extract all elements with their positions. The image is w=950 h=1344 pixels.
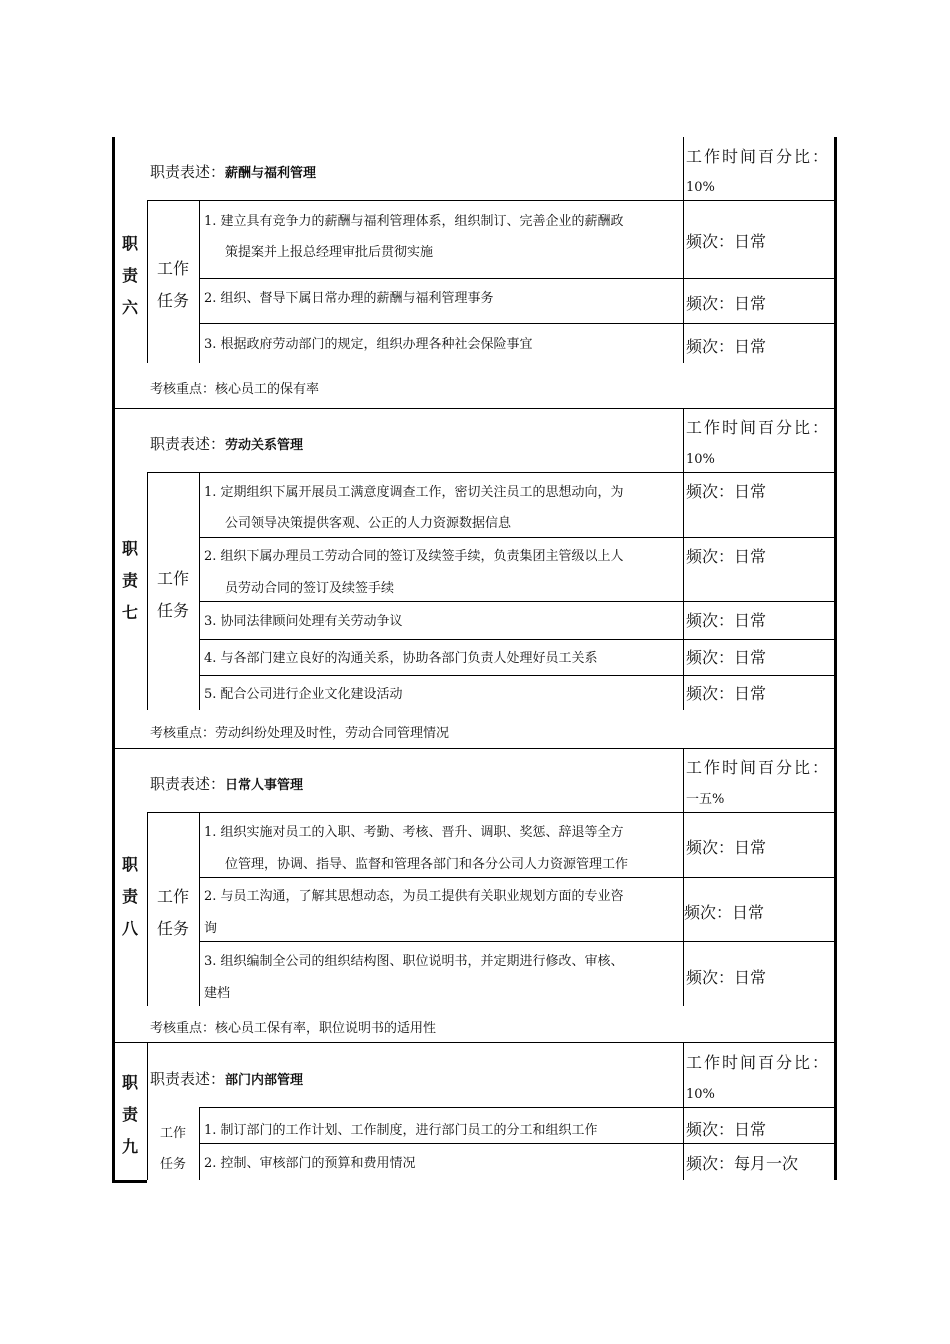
work-time-percent-value: 10% <box>686 180 715 195</box>
duty-side-char: 职 <box>122 539 139 558</box>
duty-side-char: 六 <box>122 298 139 317</box>
work-task-label: 任务 <box>157 601 190 620</box>
task-frequency: 频次：日常 <box>686 232 767 251</box>
duty-side-char: 责 <box>122 887 139 906</box>
work-task-label: 工作 <box>160 1126 187 1141</box>
work-time-percent-label: 工作时间百分比： <box>686 418 831 437</box>
task-frequency: 频次：日常 <box>686 838 767 857</box>
task-text: 员劳动合同的签订及续签手续 <box>225 581 395 596</box>
task-text: 3. 组织编制全公司的组织结构图、职位说明书，并定期进行修改、审核、 <box>204 954 624 969</box>
task-frequency: 频次：日常 <box>684 903 765 922</box>
duty-title: 部门内部管理 <box>225 1073 304 1088</box>
task-frequency: 频次：日常 <box>686 482 767 501</box>
duty-side-char: 责 <box>122 1105 139 1124</box>
task-text: 2. 控制、审核部门的预算和费用情况 <box>204 1156 416 1171</box>
task-text: 1. 定期组织下属开展员工满意度调查工作，密切关注员工的思想动向，为 <box>204 485 624 500</box>
work-time-percent-value: 10% <box>686 1087 715 1102</box>
task-frequency: 频次：日常 <box>686 611 767 630</box>
duty-description: 职责表述：日常人事管理 <box>150 775 304 793</box>
task-frequency: 频次：日常 <box>686 337 767 356</box>
task-text: 策提案并上报总经理审批后贯彻实施 <box>225 245 434 260</box>
duty-side-char: 七 <box>122 603 139 622</box>
work-task-label: 工作 <box>157 259 190 278</box>
duty-side-char: 责 <box>122 571 139 590</box>
evaluation-text: 核心员工保有率，职位说明书的适用性 <box>215 1021 437 1036</box>
table-right-border <box>834 137 837 1180</box>
task-text: 询 <box>204 921 218 936</box>
evaluation-text: 核心员工的保有率 <box>215 382 320 397</box>
task-text: 4. 与各部门建立良好的沟通关系，协助各部门负责人处理好员工关系 <box>204 651 598 666</box>
task-frequency: 频次：每月一次 <box>686 1154 799 1173</box>
task-frequency: 频次：日常 <box>686 1120 767 1139</box>
evaluation-focus: 考核重点：核心员工保有率，职位说明书的适用性 <box>150 1021 437 1036</box>
task-text: 2. 与员工沟通，了解其思想动态，为员工提供有关职业规划方面的专业咨 <box>204 889 624 904</box>
duty-description: 职责表述：劳动关系管理 <box>150 435 304 453</box>
task-frequency: 频次：日常 <box>686 294 767 313</box>
evaluation-focus: 考核重点：核心员工的保有率 <box>150 382 320 397</box>
work-time-percent-label: 工作时间百分比： <box>686 758 831 777</box>
duty-title: 薪酬与福利管理 <box>225 166 317 181</box>
evaluation-text: 劳动纠纷处理及时性，劳动合同管理情况 <box>215 726 450 741</box>
task-frequency: 频次：日常 <box>686 968 767 987</box>
task-text: 5. 配合公司进行企业文化建设活动 <box>204 687 403 702</box>
task-frequency: 频次：日常 <box>686 547 767 566</box>
table-left-border <box>112 137 115 1183</box>
work-time-percent-label: 工作时间百分比： <box>686 1053 831 1072</box>
work-task-label: 工作 <box>157 887 190 906</box>
task-text: 1. 组织实施对员工的入职、考勤、考核、晋升、调职、奖惩、辞退等全方 <box>204 825 624 840</box>
task-text: 公司领导决策提供客观、公正的人力资源数据信息 <box>225 516 512 531</box>
duty-side-char: 九 <box>122 1137 139 1156</box>
task-frequency: 频次：日常 <box>686 684 767 703</box>
task-text: 位管理，协调、指导、监督和管理各部门和各分公司人力资源管理工作 <box>225 857 629 872</box>
work-task-label: 任务 <box>157 291 190 310</box>
duty-side-char: 职 <box>122 234 139 253</box>
task-frequency: 频次：日常 <box>686 648 767 667</box>
duty-title: 日常人事管理 <box>225 778 304 793</box>
task-text: 2. 组织下属办理员工劳动合同的签订及续签手续，负责集团主管级以上人 <box>204 549 624 564</box>
duty-side-char: 职 <box>122 855 139 874</box>
work-task-label: 任务 <box>157 919 190 938</box>
duty-side-char: 职 <box>122 1073 139 1092</box>
task-text: 2. 组织、督导下属日常办理的薪酬与福利管理事务 <box>204 291 494 306</box>
task-text: 3. 根据政府劳动部门的规定，组织办理各种社会保险事宜 <box>204 337 533 352</box>
task-text: 3. 协同法律顾问处理有关劳动争议 <box>204 614 403 629</box>
duty-description: 职责表述：薪酬与福利管理 <box>150 163 317 181</box>
work-time-percent-value: 一五% <box>686 792 725 807</box>
duty-description: 职责表述：部门内部管理 <box>150 1070 304 1088</box>
evaluation-focus: 考核重点：劳动纠纷处理及时性，劳动合同管理情况 <box>150 726 450 741</box>
table-bottom-border <box>112 1180 147 1183</box>
task-text: 1. 制订部门的工作计划、工作制度，进行部门员工的分工和组织工作 <box>204 1123 598 1138</box>
task-text: 建档 <box>204 986 231 1001</box>
task-text: 1. 建立具有竞争力的薪酬与福利管理体系，组织制订、完善企业的薪酬政 <box>204 214 624 229</box>
duty-title: 劳动关系管理 <box>225 438 304 453</box>
work-task-label: 任务 <box>160 1157 187 1172</box>
work-time-percent-value: 10% <box>686 452 715 467</box>
work-task-label: 工作 <box>157 569 190 588</box>
duty-side-char: 八 <box>122 919 139 938</box>
duty-side-char: 责 <box>122 266 139 285</box>
work-time-percent-label: 工作时间百分比： <box>686 147 831 166</box>
